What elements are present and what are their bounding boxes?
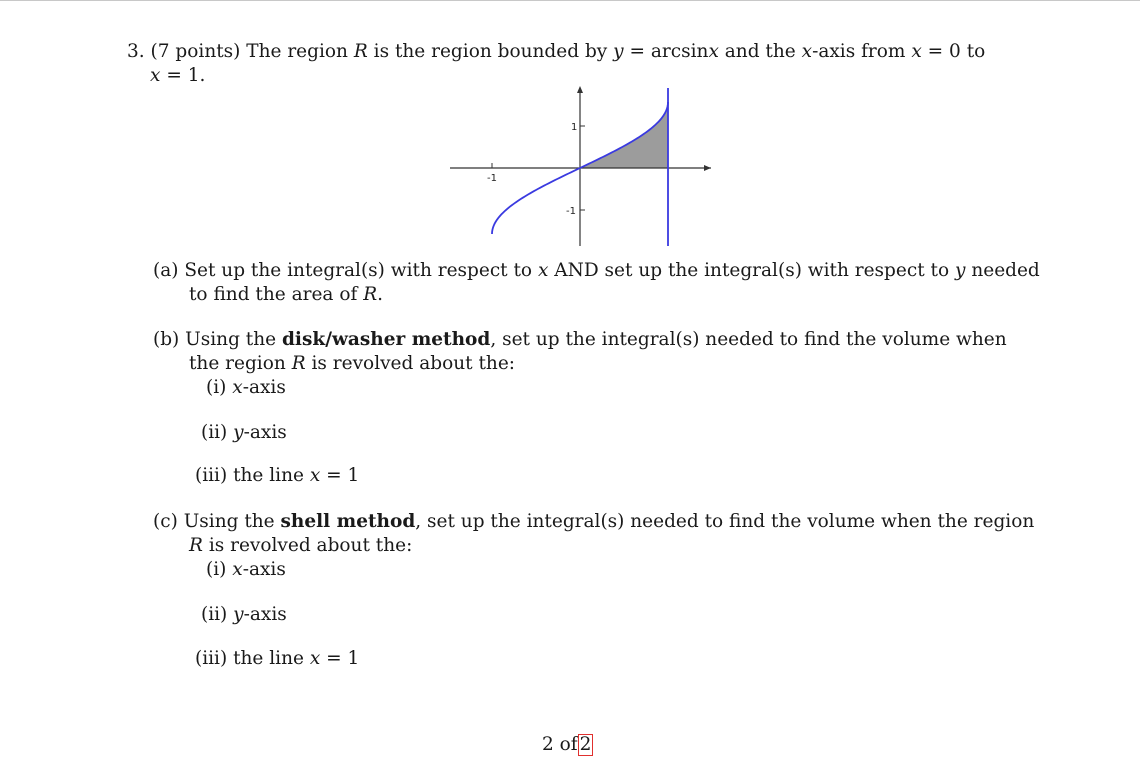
- math-var: x: [309, 648, 321, 669]
- tick-label-y-1: 1: [571, 122, 578, 133]
- part-c-item-i: [206, 559, 286, 581]
- tick-label-x-neg1: -1: [487, 173, 497, 184]
- part-c-text: is revolved about the:: [208, 535, 413, 556]
- problem-text: -axis from: [812, 41, 906, 62]
- part-c-line1: [153, 511, 1034, 533]
- math-var: R: [291, 353, 306, 374]
- math-text: = arcsin: [629, 41, 709, 62]
- problem-statement-line2: [150, 65, 205, 87]
- item-text: -axis: [243, 422, 287, 443]
- part-a-text: Set up the integral(s) with respect to: [184, 260, 533, 281]
- problem-text: and the: [724, 41, 796, 62]
- x-axis-arrowhead: [704, 165, 711, 171]
- y-axis-arrowhead: [577, 86, 583, 93]
- part-b-item-ii: [201, 422, 287, 444]
- part-a-label: (a): [153, 260, 179, 281]
- math-var: y: [233, 604, 244, 625]
- item-text: the line: [233, 648, 304, 669]
- item-label: (ii): [201, 604, 228, 625]
- problem-points: (7 points) The region: [150, 41, 348, 62]
- math-var: x: [232, 377, 243, 398]
- math-var: x: [708, 41, 719, 62]
- part-b-text: the region: [189, 353, 286, 374]
- page-text: 2 of: [542, 734, 578, 755]
- math-var: x: [309, 465, 321, 486]
- part-b-text: , set up the integral(s) needed to find the volume when: [490, 329, 1007, 350]
- math-var: y: [613, 41, 624, 62]
- page-total-link[interactable]: 2: [579, 734, 592, 755]
- item-label: (ii): [201, 422, 228, 443]
- problem-statement-line1: [127, 41, 985, 63]
- part-b-item-iii: [195, 465, 359, 487]
- math-text: = 1.: [166, 65, 206, 86]
- math-var: x: [150, 65, 161, 86]
- math-var: x: [801, 41, 813, 62]
- math-var: R: [363, 284, 378, 305]
- part-a-line2: [189, 284, 383, 306]
- part-a-line1: [153, 260, 1040, 282]
- problem-number: 3.: [127, 41, 145, 62]
- math-var: x: [911, 41, 922, 62]
- part-b-text: is revolved about the:: [311, 353, 515, 374]
- item-label: (i): [206, 559, 227, 580]
- part-c-text: , set up the integral(s) needed to find the volume when the region: [415, 511, 1035, 532]
- part-c-text: Using the: [183, 511, 275, 532]
- part-b-item-i: [206, 377, 286, 399]
- shell-method-text: shell method: [280, 511, 416, 532]
- tick-label-y-neg1: -1: [566, 206, 576, 217]
- page-top-border: [0, 0, 1140, 1]
- part-b-line2: [189, 353, 515, 375]
- item-text: -axis: [243, 604, 287, 625]
- part-b-line1: [153, 329, 1007, 351]
- part-a-text: needed: [971, 260, 1040, 281]
- part-c-label: (c): [153, 511, 178, 532]
- part-c-item-iii: [195, 648, 359, 670]
- disk-washer-method-text: disk/washer method: [282, 329, 491, 350]
- item-label: (i): [206, 377, 227, 398]
- part-a-text: to find the area of: [189, 284, 358, 305]
- part-c-item-ii: [201, 604, 287, 626]
- item-text: the line: [233, 465, 304, 486]
- math-var: x: [232, 559, 243, 580]
- math-var: x: [537, 260, 549, 281]
- problem-text: is the region bounded by: [373, 41, 608, 62]
- arcsin-region-graph: [445, 82, 715, 252]
- part-b-text: Using the: [185, 329, 277, 350]
- part-a-text: .: [377, 284, 384, 305]
- shaded-region-r: [580, 102, 668, 168]
- math-text: = 1: [326, 648, 360, 669]
- item-label: (iii): [195, 465, 228, 486]
- item-text: -axis: [242, 559, 286, 580]
- item-label: (iii): [195, 648, 228, 669]
- item-text: -axis: [242, 377, 286, 398]
- math-var: y: [954, 260, 966, 281]
- math-text: = 1: [326, 465, 360, 486]
- math-var: y: [233, 422, 244, 443]
- region-variable: R: [353, 41, 368, 62]
- page-indicator: [542, 733, 593, 757]
- part-c-line2: [189, 535, 412, 557]
- math-var: R: [189, 535, 203, 556]
- part-b-label: (b): [153, 329, 180, 350]
- part-a-text: AND set up the integral(s) with respect to: [554, 260, 950, 281]
- math-text: = 0 to: [927, 41, 986, 62]
